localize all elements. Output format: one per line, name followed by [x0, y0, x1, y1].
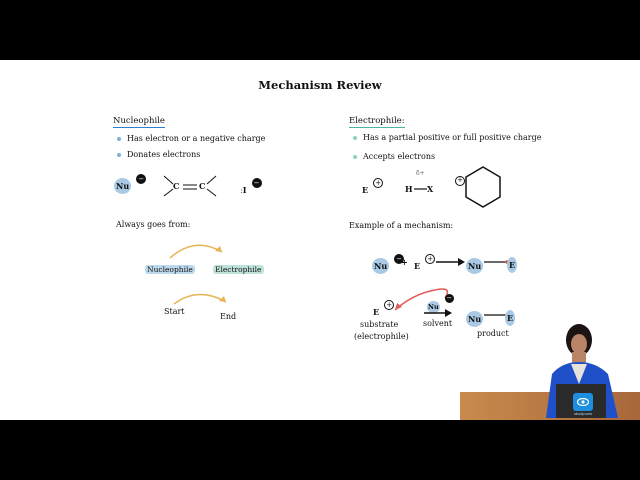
iodide-example: :I −: [240, 178, 262, 197]
e-label: E: [362, 185, 369, 195]
negative-charge-icon: −: [136, 174, 146, 184]
mech-product-2-e: [505, 306, 515, 326]
flow-from: [145, 257, 195, 276]
mech-nu: [372, 254, 404, 274]
end-label: End: [220, 312, 237, 321]
product-label: product: [477, 329, 509, 338]
solvent-label: solvent: [423, 319, 453, 328]
positive-charge-icon: +: [384, 300, 394, 310]
nu-label: Nu: [466, 311, 483, 327]
start-label: Start: [164, 307, 185, 316]
bullet-text: Has electron or a negative charge: [127, 134, 266, 143]
mech-product-2: [466, 307, 483, 327]
e-label: E: [414, 261, 421, 271]
bullet-dot: [353, 155, 357, 159]
cyclohexane-ring: [462, 164, 504, 210]
partial-positive-label: δ+: [416, 170, 425, 177]
substrate-sub-label: (electrophile): [354, 332, 409, 341]
nucleophile-bullet-1: [117, 134, 265, 143]
nu-label: Nu: [466, 258, 483, 274]
halogen-label: X: [427, 184, 434, 194]
eye-icon-glyph: [577, 398, 589, 406]
mech-e: [414, 254, 435, 273]
negative-charge-icon: −: [394, 254, 404, 264]
negative-charge-icon: −: [446, 294, 453, 302]
reaction-arrow-2: [423, 308, 453, 318]
hydrogen-label: H: [405, 184, 413, 194]
bullet-dot: [117, 153, 121, 157]
flow-heading: Always goes from:: [116, 220, 191, 229]
bullet-text: Accepts electrons: [363, 152, 436, 161]
electrophile-heading-text: Electrophile:: [349, 116, 405, 126]
carbon-1: C: [173, 181, 180, 191]
positive-charge-icon: +: [425, 254, 435, 264]
electrophile-heading: [349, 116, 405, 126]
mechanism-heading: Example of a mechanism:: [349, 221, 454, 230]
mech-product-1-e: [507, 253, 517, 273]
e-label: E: [507, 257, 517, 273]
positive-charge-icon: +: [373, 178, 383, 188]
negative-charge-icon: −: [252, 178, 262, 188]
flow-to: [213, 257, 264, 276]
e-plus-example: [362, 178, 383, 197]
nu-example: [114, 174, 146, 194]
positive-charge-icon: +: [455, 176, 465, 186]
bullet-text: Donates electrons: [127, 150, 201, 159]
alkene-structure: [160, 172, 220, 202]
bullet-dot: [353, 136, 357, 140]
electrophile-bullet-1: [353, 133, 541, 142]
plus-sign: +: [401, 257, 408, 267]
nu-label: Nu: [372, 258, 389, 274]
reaction-arrow: [434, 256, 466, 268]
nucleophile-heading-text: Nucleophile: [113, 116, 165, 126]
nu-label: Nu: [114, 178, 131, 194]
electrophile-bullet-2: [353, 152, 435, 161]
iodine-label: I: [242, 185, 247, 195]
e-label: E: [505, 310, 515, 326]
e-label: E: [373, 307, 380, 317]
flow-to-label: Electrophile: [215, 265, 262, 274]
nucleophile-bullet-2: [117, 150, 200, 159]
bullet-dot: [117, 137, 121, 141]
nucleophile-heading: [113, 116, 165, 126]
mech-product-1: [466, 254, 483, 274]
nu-label: Nu: [428, 303, 439, 311]
substrate-label: substrate: [360, 320, 399, 329]
slide-title: Mechanism Review: [258, 78, 382, 92]
bullet-text: Has a partial positive or full positive charge: [363, 133, 542, 142]
ring-charge: [455, 167, 465, 186]
flow-from-label: Nucleophile: [147, 265, 193, 274]
laptop-badge-label: study.com: [574, 412, 592, 416]
carbon-2: C: [199, 181, 206, 191]
eye-icon: [573, 393, 593, 411]
